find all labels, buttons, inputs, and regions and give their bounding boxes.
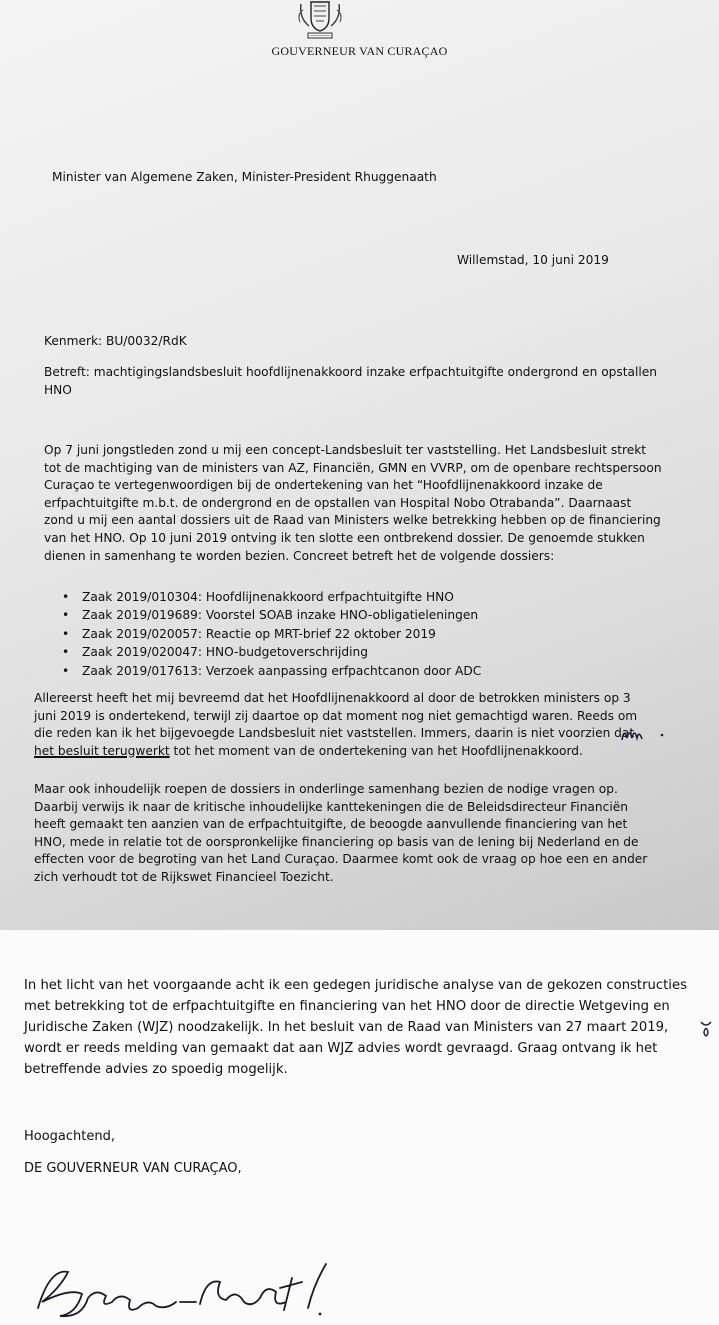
dossier-item: • Zaak 2019/010304: Hoofdlijnenakkoord erfpachtuitgifte HNO <box>62 588 481 606</box>
issuer-title: GOUVERNEUR VAN CURAÇAO <box>271 44 448 58</box>
dossier-item: • Zaak 2019/020047: HNO-budgetoverschrijding <box>62 643 481 661</box>
text-line: Maar ook inhoudelijk roepen de dossiers in onderlinge samenhang bezien de nodige vragen op. <box>34 782 618 796</box>
text-line: juni 2019 is ondertekend, terwijl zij daartoe op dat moment nog niet gemachtigd waren. Reeds om <box>34 708 638 723</box>
text-fragment: tot het moment van de ondertekening van het Hoofdlijnenakkoord. <box>169 743 583 758</box>
text-line: die reden kan ik het bijgevoegde Landsbesluit niet vaststellen. Immers, daarin is niet voorzien dat <box>34 726 635 741</box>
reference-number: Kenmerk: BU/0032/RdK <box>44 334 187 348</box>
text-line: zich verhoudt tot de Rijkswet Financieel Toezicht. <box>34 869 334 884</box>
underlined-phrase: het besluit terugwerkt <box>34 743 170 758</box>
place-date: Willemstad, 10 juni 2019 <box>457 253 609 267</box>
text-line: van het HNO. Op 10 juni 2019 ontving ik ten slotte een ontbrekend dossier. De genoemde stukken <box>44 530 645 545</box>
paragraph-4 <box>24 975 687 1080</box>
dossier-item: • Zaak 2019/019689: Voorstel SOAB inzake HNO-obligatieleningen <box>62 606 481 624</box>
text-line: Juridische Zaken (WJZ) noodzakelijk. In het besluit van de Raad van Ministers van 27 maart 2019, <box>24 1020 669 1035</box>
text-line: betreffende advies zo spoedig mogelijk. <box>24 1062 288 1077</box>
subject-line: HNO <box>44 382 72 397</box>
text-line: Op 7 juni jongstleden zond u mij een concept-Landsbesluit ter vaststelling. Het Landsbesluit strekt <box>44 443 647 457</box>
text-line <box>34 743 637 761</box>
text-line: Curaçao te vertegenwoordigen bij de ondertekening van het “Hoofdlijnenakkoord inzake de <box>44 478 603 493</box>
text-line: Daarbij verwijs ik naar de kritische inhoudelijke kanttekeningen die de Beleidsdirecteur Financiën <box>34 799 628 814</box>
text-line: heeft gemaakt ten aanzien van de erfpachtuitgifte, de beoogde aanvullende financiering van het <box>34 817 628 832</box>
subject <box>44 364 657 399</box>
closing: Hoogachtend, <box>24 1129 116 1144</box>
text-line: In het licht van het voorgaande acht ik een gedegen juridische analyse van de gekozen constructies <box>24 978 687 993</box>
addressee: Minister van Algemene Zaken, Minister-President Rhuggenaath <box>52 170 437 184</box>
dossier-item: • Zaak 2019/017613: Verzoek aanpassing erfpachtcanon door ADC <box>62 662 481 680</box>
text-line: erfpachtuitgifte m.b.t. de ondergrond en de opstallen van Hospital Nobo Otrabanda”. Daarnaast <box>44 495 632 510</box>
text-line: dienen in samenhang te worden bezien. Concreet betreft het de volgende dossiers: <box>44 548 555 563</box>
signature-image <box>30 1258 330 1322</box>
signatory: DE GOUVERNEUR VAN CURAÇAO, <box>24 1161 242 1176</box>
text-line: HNO, mede in relatie tot de oorspronkelijke financiering op basis van de lening bij Nederland en de <box>34 834 639 849</box>
paragraph-3 <box>34 781 647 887</box>
text-line: met betrekking tot de erfpachtuitgifte en financiering van het HNO door de directie Wetgeving en <box>24 999 670 1014</box>
handwritten-mark-m <box>618 722 666 746</box>
coat-of-arms-icon <box>291 0 349 42</box>
text-line: zond u mij een aantal dossiers uit de Raad van Ministers welke betrekking hebben op de financiering <box>44 513 661 528</box>
dossier-item: • Zaak 2019/020057: Reactie op MRT-brief 22 oktober 2019 <box>62 625 481 643</box>
paragraph-2 <box>34 690 637 760</box>
dossier-list <box>62 588 481 680</box>
handwritten-mark-x <box>698 1018 714 1038</box>
text-line: wordt er reeds melding van gemaakt dat aan WJZ advies wordt gevraagd. Graag ontvang ik het <box>24 1041 658 1056</box>
text-line: tot de machtiging van de ministers van AZ, Financiën, GMN en VVRP, om de openbare rechtspersoon <box>44 460 662 475</box>
text-line: Allereerst heeft het mij bevreemd dat het Hoofdlijnenakkoord al door de betrokken ministers op 3 <box>34 691 631 705</box>
text-line: effecten voor de begroting van het Land Curaçao. Daarmee komt ook de vraag op hoe een en ander <box>34 852 648 867</box>
subject-line: Betreft: machtigingslandsbesluit hoofdlijnenakkoord inzake erfpachtuitgifte ondergrond en opstallen <box>44 365 657 379</box>
paragraph-1 <box>44 442 662 565</box>
